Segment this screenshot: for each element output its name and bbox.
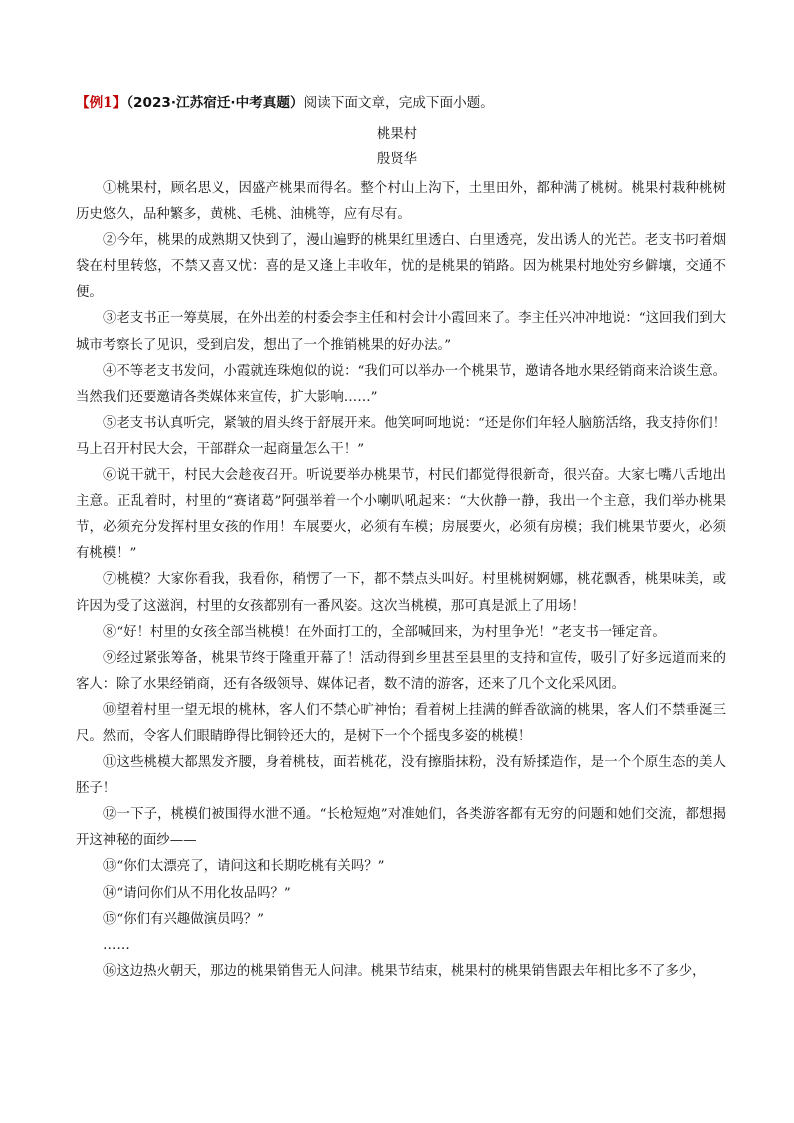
article-title: 桃果村 [376,127,418,142]
paragraph-8: ⑧“好！村里的女孩全部当桃模！在外面打工的，全部喊回来，为村里争光！”老支书一锤定音。 [103,624,666,640]
ellipsis-line: …… [103,937,130,953]
paragraph-11: ⑪这些桃模大都黑发齐腰，身着桃枝，面若桃花，没有擦脂抹粉，没有矫揉造作，是一个个原生态的美人胚子！ [76,755,726,797]
paragraph-5: ⑤老支书认真听完，紧皱的眉头终于舒展开来。他笑呵呵地说：“还是你们年轻人脑筋活络，我支持你们！马上召开村民大会，干部群众一起商量怎么干！” [76,415,726,457]
example-header [76,93,736,113]
paragraph-6: ⑥说干就干，村民大会趁夜召开。听说要举办桃果节，村民们都觉得很新奇，很兴奋。大家七嘴八舌地出主意。正乱着时，村里的“赛诸葛”阿强举着一个小喇叭吼起来：“大伙静一静，我出一个主意，我们举办桃果节，必须充分发挥村里女孩的作用！车展要火，必须有车模；房展要火，必须有房模；我们桃果节要火，必须有桃模！” [76,468,726,562]
paragraph-13: ⑬“你们太漂亮了，请问这和长期吃桃有关吗？” [103,859,385,875]
paragraph-10: ⑩望着村里一望无垠的桃林，客人们不禁心旷神怡；看着树上挂满的鲜香欲滴的桃果，客人们不禁垂涎三尺。然而，令客人们眼睛睁得比铜铃还大的，是树下一个个摇曳多姿的桃模！ [76,702,726,744]
paragraph-1: ①桃果村，顾名思义，因盛产桃果而得名。整个村山上沟下，土里田外，都种满了桃树。桃果村栽种桃树历史悠久，品种繁多，黄桃、毛桃、油桃等，应有尽有。 [76,181,726,223]
paragraph-14: ⑭“请问你们从不用化妆品吗？” [103,885,291,901]
question-source: （2023·江苏宿迁·中考真题） [126,95,304,111]
article-body [76,176,726,985]
paragraph-9: ⑨经过紧张筹备，桃果节终于隆重开幕了！活动得到乡里甚至县里的支持和宣传，吸引了好多远道而来的客人：除了水果经销商，还有各级领导、媒体记者，数不清的游客，还来了几个文化采风团。 [76,650,726,692]
reading-instruction: 阅读下面文章，完成下面小题。 [303,95,494,111]
paragraph-4: ④不等老支书发问，小霞就连珠炮似的说：“我们可以举办一个桃果节，邀请各地水果经销商来洽谈生意。当然我们还要邀请各类媒体来宣传，扩大影响……” [76,363,726,405]
paragraph-2: ②今年，桃果的成熟期又快到了，漫山遍野的桃果红里透白、白里透亮，发出诱人的光芒。老支书叼着烟袋在村里转悠，不禁又喜又忧：喜的是又逢上丰收年，忧的是桃果的销路。因为桃果村地处穷乡僻壤，交通不便。 [76,233,726,301]
paragraph-7: ⑦桃模？大家你看我，我看你，稍愣了一下，都不禁点头叫好。村里桃树婀娜，桃花飘香，桃果味美，或许因为受了这滋润，村里的女孩都别有一番风姿。这次当桃模，那可真是派上了用场！ [76,572,726,614]
paragraph-16: ⑯这边热火朝天，那边的桃果销售无人问津。桃果节结束，桃果村的桃果销售跟去年相比多不了多少， [103,963,706,979]
article-author: 殷贤华 [376,152,418,167]
paragraph-3: ③老支书正一筹莫展，在外出差的村委会李主任和村会计小霞回来了。李主任兴冲冲地说：“这回我们到大城市考察长了见识，受到启发，想出了一个推销桃果的好办法。” [76,311,726,353]
paragraph-15: ⑮“你们有兴趣做演员吗？” [103,911,264,927]
paragraph-12: ⑫一下子，桃模们被围得水泄不通。“长枪短炮”对准她们，各类游客都有无穷的问题和她们交流，都想揭开这神秘的面纱—— [76,807,726,849]
example-label: 【例1】 [76,95,127,111]
